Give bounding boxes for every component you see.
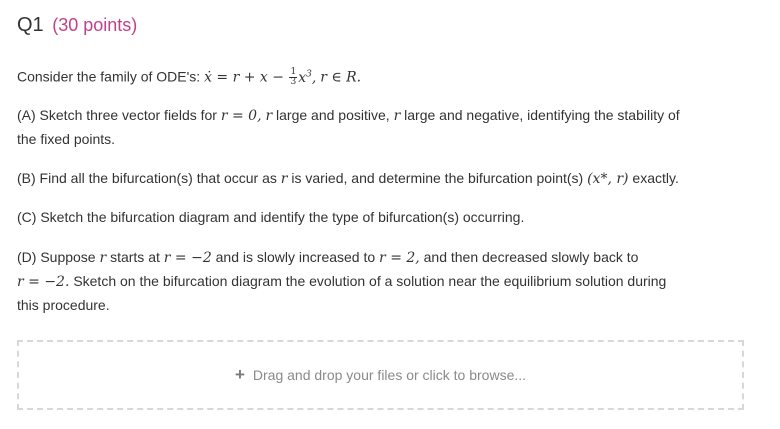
ode-domain: r ∈ R. [320, 69, 362, 86]
intro-lead: Consider the family of ODE's: [17, 68, 201, 85]
part-b-paragraph: (B) Find all the bifurcation(s) that occur as r is varied, and determine the bifurcation point(s) (x*, r) exactly. [17, 170, 679, 187]
upload-label: Drag and drop your files or click to browse... [252, 367, 527, 383]
part-a-paragraph: (A) Sketch three vector fields for r = 0, r large and positive, r large and negative, identifying the stability of the fixed points. [17, 107, 680, 147]
question-header [17, 12, 137, 38]
fraction-one-third: $\frac{1}{3}$ [290, 67, 297, 88]
question-points: (30 points) [52, 15, 138, 35]
part-d-paragraph: (D) Suppose r starts at r = −2 and is slowly increased to r = 2, and then decreased slowly back to r = −2. Sketch on the bifurcation diagram the evolution of a solution near the equilibrium solution during this procedure. [17, 249, 667, 313]
plus-icon: + [234, 365, 245, 384]
part-c-paragraph: (C) Sketch the bifurcation diagram and identify the type of bifurcation(s) occurring. [17, 209, 525, 225]
question-number: Q1 [17, 14, 44, 36]
ode-equation: ẋ = r + x − [204, 69, 289, 86]
intro-paragraph: Consider the family of ODE's: ẋ = r + x − $\frac{1}{3}$ $x^3$, r ∈ R. [17, 67, 362, 88]
file-upload-dropzone[interactable] [17, 340, 744, 410]
